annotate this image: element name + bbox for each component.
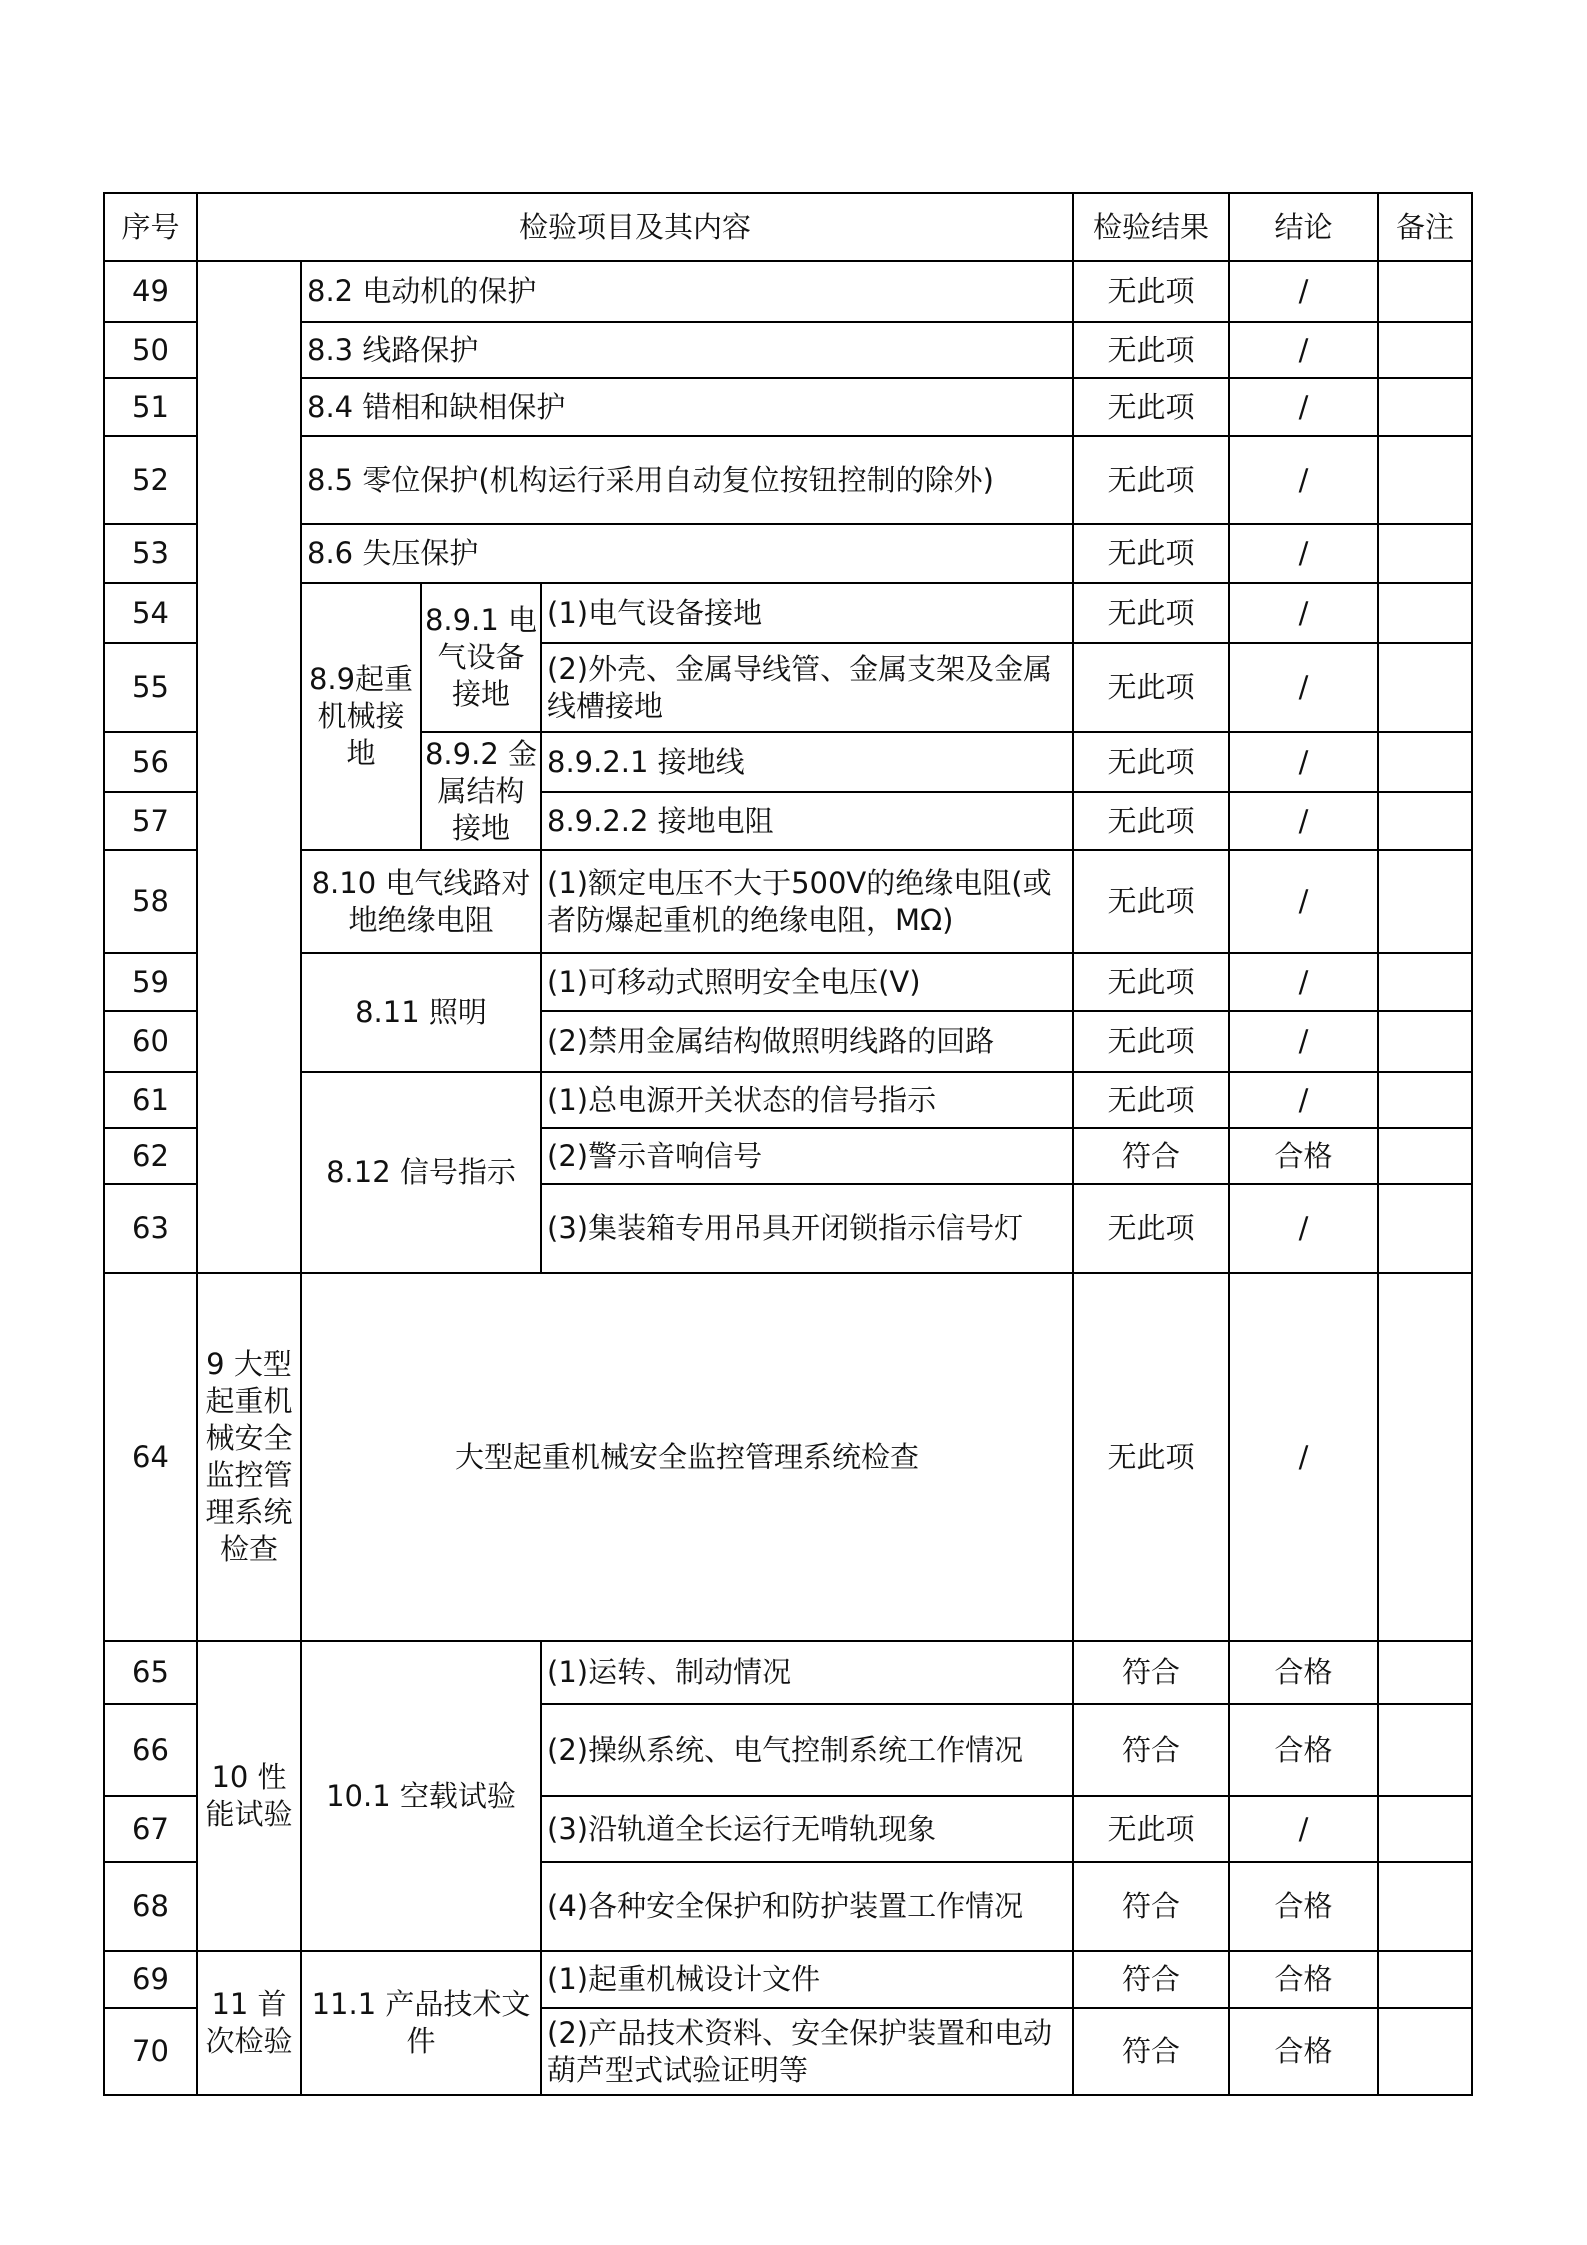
row-no: 66 [104,1704,197,1796]
row-item: 8.2 电动机的保护 [301,261,1073,322]
row-conclusion: / [1229,436,1378,524]
row-remark [1378,583,1472,643]
row-item: (1)电气设备接地 [541,583,1073,643]
table-row [104,436,1472,524]
row-item: (1)总电源开关状态的信号指示 [541,1072,1073,1128]
table-row [104,524,1472,583]
row-remark [1378,1796,1472,1862]
row-no: 64 [104,1273,197,1641]
row-remark [1378,953,1472,1011]
row-result: 无此项 [1073,261,1229,322]
table-row [104,850,1472,953]
row-item: 8.6 失压保护 [301,524,1073,583]
row-result: 无此项 [1073,1072,1229,1128]
row-no: 67 [104,1796,197,1862]
row-result: 无此项 [1073,378,1229,436]
row-no: 65 [104,1641,197,1704]
row-item: (2)警示音响信号 [541,1128,1073,1184]
row-remark [1378,1704,1472,1796]
row-remark [1378,524,1472,583]
row-no: 62 [104,1128,197,1184]
row-no: 49 [104,261,197,322]
section-8-12-label: 8.12 信号指示 [301,1072,541,1273]
row-item: (1)起重机械设计文件 [541,1951,1073,2008]
row-conclusion: / [1229,1011,1378,1072]
header-conclusion: 结论 [1229,193,1378,261]
row-remark [1378,850,1472,953]
table-row [104,1273,1472,1641]
row-conclusion: 合格 [1229,1951,1378,2008]
row-result: 符合 [1073,1862,1229,1951]
row-result: 符合 [1073,1128,1229,1184]
row-result: 无此项 [1073,436,1229,524]
row-conclusion: / [1229,850,1378,953]
header-result: 检验结果 [1073,193,1229,261]
row-no: 55 [104,643,197,732]
table-row [104,1641,1472,1704]
row-result: 无此项 [1073,524,1229,583]
section-8-9-label: 8.9起重机械接地 [301,583,421,850]
row-conclusion: / [1229,1184,1378,1273]
row-remark [1378,792,1472,850]
row-item: (1)可移动式照明安全电压(V) [541,953,1073,1011]
row-result: 无此项 [1073,732,1229,792]
row-conclusion: 合格 [1229,2008,1378,2095]
row-result: 无此项 [1073,953,1229,1011]
row-item: 8.9.2.1 接地线 [541,732,1073,792]
row-conclusion: / [1229,1796,1378,1862]
row-result: 无此项 [1073,1796,1229,1862]
row-result: 无此项 [1073,1011,1229,1072]
row-no: 52 [104,436,197,524]
row-no: 59 [104,953,197,1011]
row-conclusion: / [1229,1273,1378,1641]
row-item: (2)产品技术资料、安全保护装置和电动葫芦型式试验证明等 [541,2008,1073,2095]
row-item: 8.9.2.2 接地电阻 [541,792,1073,850]
row-conclusion: / [1229,643,1378,732]
row-conclusion: / [1229,524,1378,583]
row-no: 69 [104,1951,197,2008]
row-item: (2)外壳、金属导线管、金属支架及金属线槽接地 [541,643,1073,732]
row-result: 符合 [1073,1951,1229,2008]
row-no: 58 [104,850,197,953]
row-conclusion: / [1229,1072,1378,1128]
row-remark [1378,1128,1472,1184]
row-remark [1378,1862,1472,1951]
row-remark [1378,1951,1472,2008]
row-conclusion: / [1229,322,1378,378]
row-no: 56 [104,732,197,792]
row-result: 无此项 [1073,850,1229,953]
row-remark [1378,643,1472,732]
row-no: 50 [104,322,197,378]
section-8-10-label: 8.10 电气线路对地绝缘电阻 [301,850,541,953]
row-no: 70 [104,2008,197,2095]
row-result: 无此项 [1073,792,1229,850]
row-item: 8.5 零位保护(机构运行采用自动复位按钮控制的除外) [301,436,1073,524]
row-conclusion: 合格 [1229,1641,1378,1704]
row-remark [1378,1072,1472,1128]
header-seq: 序号 [104,193,197,261]
row-result: 无此项 [1073,643,1229,732]
row-remark [1378,378,1472,436]
row-item: (3)沿轨道全长运行无啃轨现象 [541,1796,1073,1862]
row-item: (4)各种安全保护和防护装置工作情况 [541,1862,1073,1951]
row-remark [1378,436,1472,524]
row-no: 57 [104,792,197,850]
inspection-table [103,192,1473,2096]
section-8-9-2-label: 8.9.2 金属结构接地 [421,732,541,850]
row-conclusion: / [1229,583,1378,643]
row-remark [1378,1273,1472,1641]
group-8-blank [197,261,301,1273]
header-row [104,193,1472,261]
table-row [104,953,1472,1011]
row-conclusion: / [1229,261,1378,322]
row-no: 53 [104,524,197,583]
header-remark: 备注 [1378,193,1472,261]
row-item: (3)集装箱专用吊具开闭锁指示信号灯 [541,1184,1073,1273]
section-11-1-label: 11.1 产品技术文件 [301,1951,541,2095]
row-remark [1378,1011,1472,1072]
table-row [104,322,1472,378]
group-10-label: 10 性能试验 [197,1641,301,1951]
row-conclusion: / [1229,792,1378,850]
row-remark [1378,261,1472,322]
row-result: 符合 [1073,1641,1229,1704]
header-item: 检验项目及其内容 [197,193,1073,261]
row-no: 60 [104,1011,197,1072]
row-no: 61 [104,1072,197,1128]
row-item: 8.4 错相和缺相保护 [301,378,1073,436]
row-no: 51 [104,378,197,436]
row-conclusion: / [1229,732,1378,792]
row-remark [1378,1184,1472,1273]
row-result: 无此项 [1073,583,1229,643]
row-remark [1378,732,1472,792]
row-result: 无此项 [1073,1273,1229,1641]
row-conclusion: 合格 [1229,1128,1378,1184]
row-remark [1378,322,1472,378]
row-conclusion: 合格 [1229,1704,1378,1796]
table-row [104,261,1472,322]
row-item: (1)运转、制动情况 [541,1641,1073,1704]
row-result: 符合 [1073,1704,1229,1796]
row-item: (2)禁用金属结构做照明线路的回路 [541,1011,1073,1072]
row-item: (2)操纵系统、电气控制系统工作情况 [541,1704,1073,1796]
row-conclusion: / [1229,378,1378,436]
row-item: 大型起重机械安全监控管理系统检查 [301,1273,1073,1641]
row-item: (1)额定电压不大于500V的绝缘电阻(或者防爆起重机的绝缘电阻，MΩ) [541,850,1073,953]
table-row [104,1072,1472,1128]
section-10-1-label: 10.1 空载试验 [301,1641,541,1951]
row-conclusion: 合格 [1229,1862,1378,1951]
table-row [104,1951,1472,2008]
section-8-9-1-label: 8.9.1 电气设备接地 [421,583,541,732]
table-row [104,378,1472,436]
row-result: 无此项 [1073,1184,1229,1273]
table-row [104,583,1472,643]
group-11-label: 11 首次检验 [197,1951,301,2095]
row-item: 8.3 线路保护 [301,322,1073,378]
row-conclusion: / [1229,953,1378,1011]
row-remark [1378,1641,1472,1704]
section-8-11-label: 8.11 照明 [301,953,541,1072]
group-9-label: 9 大型起重机械安全监控管理系统检查 [197,1273,301,1641]
row-result: 符合 [1073,2008,1229,2095]
row-no: 68 [104,1862,197,1951]
row-no: 54 [104,583,197,643]
row-no: 63 [104,1184,197,1273]
row-result: 无此项 [1073,322,1229,378]
row-remark [1378,2008,1472,2095]
